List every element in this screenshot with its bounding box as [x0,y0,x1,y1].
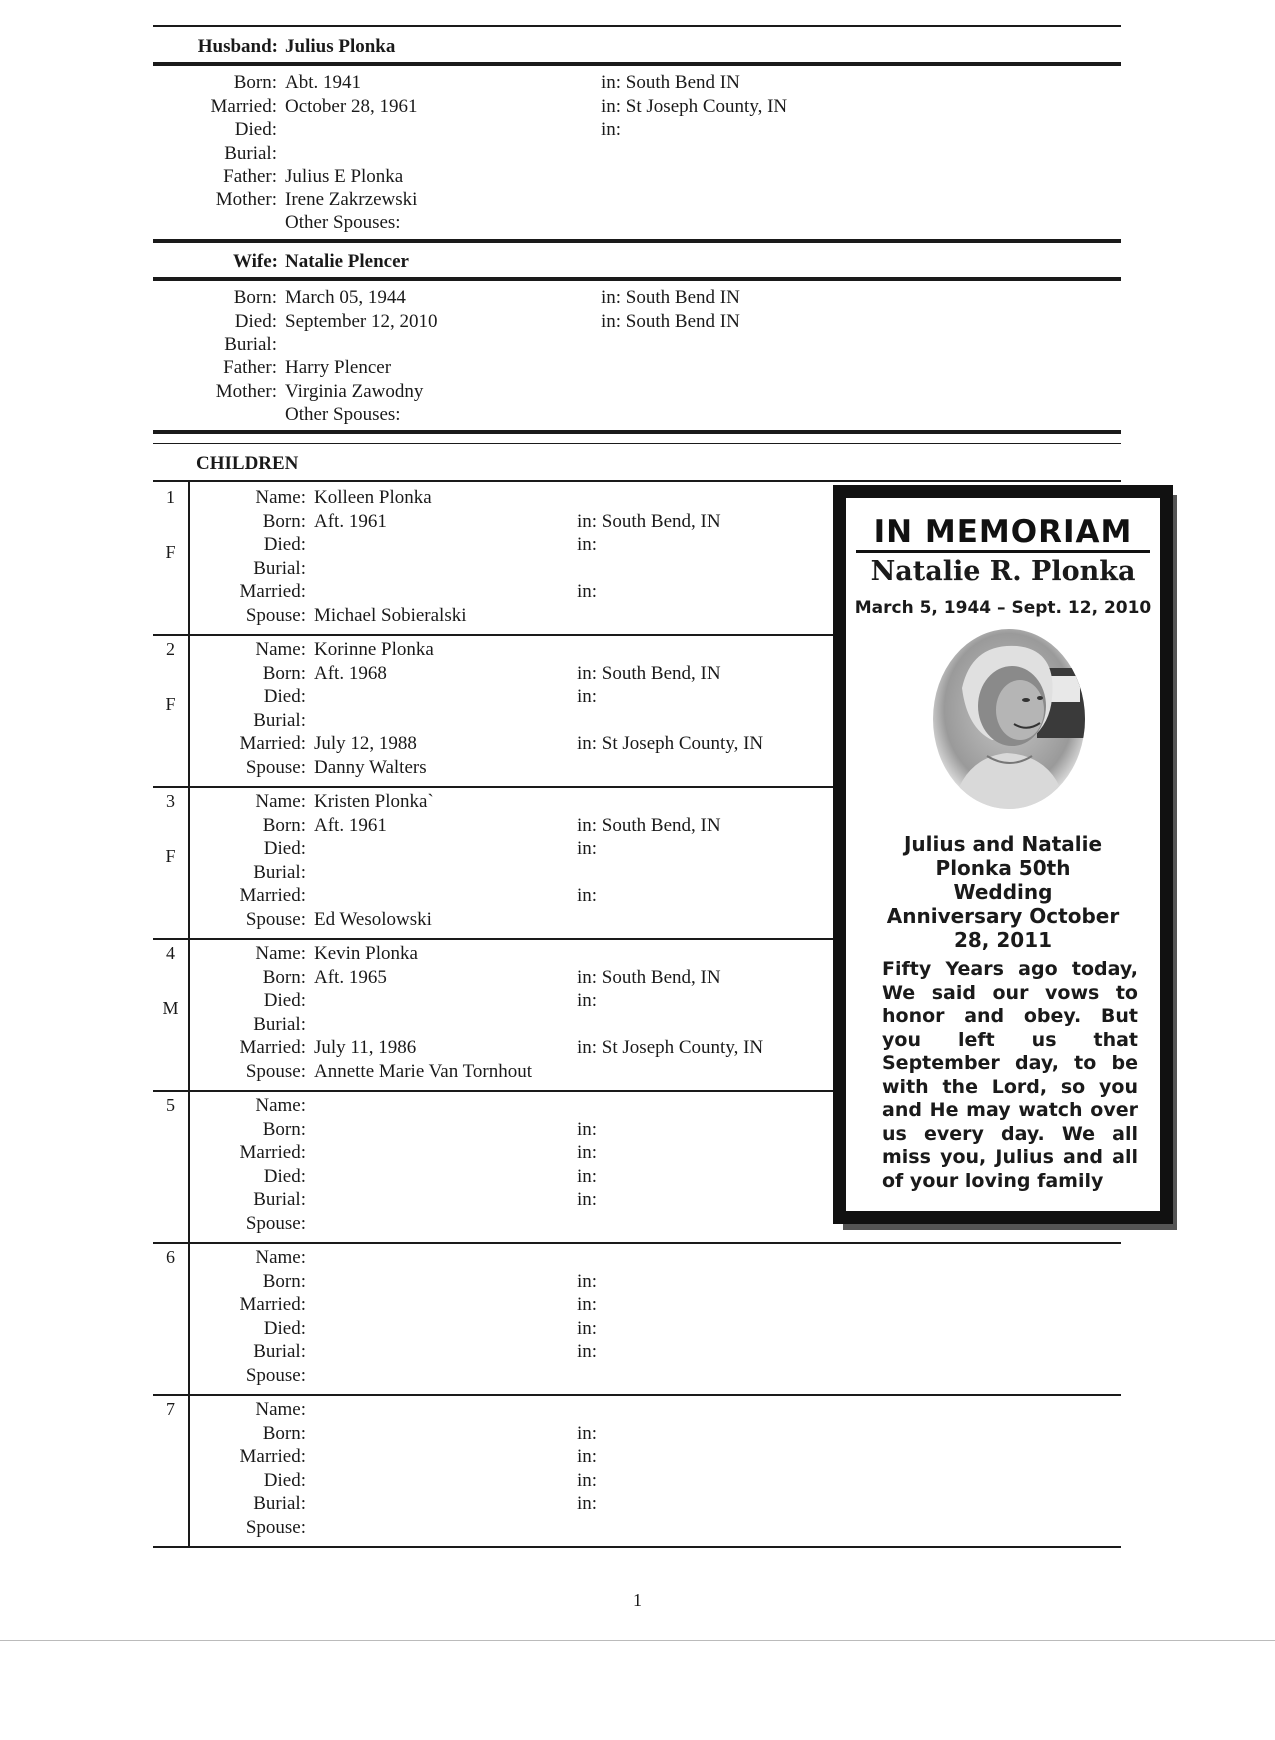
child-born: Aft. 1968 [314,662,387,684]
child-married-place: in: [577,885,598,906]
child-married-label: Married: [239,581,306,602]
top-rule [153,25,1121,27]
memoriam-frame [833,485,1173,1224]
wife-rule [153,277,1121,281]
child-died-place: in: [577,838,598,859]
child-number: 5 [166,1095,175,1115]
born-label: Born: [233,72,277,93]
portrait-photo [932,628,1086,810]
husband-label: Husband: [197,36,278,57]
child-burial-place: in: [577,1493,598,1514]
child-spouse-label: Spouse: [245,1516,306,1538]
child-married-place: in: St Joseph County, IN [577,1037,764,1058]
child-born: Aft. 1961 [314,510,387,532]
husband-born: Abt. 1941 [285,72,361,93]
child-burial-label: Burial: [253,1189,306,1210]
child-spouse: Danny Walters [314,756,427,778]
child-spouse: Annette Marie Van Tornhout [314,1060,533,1082]
child-name-label: Name: [255,639,306,660]
children-top-rule [153,430,1121,434]
child-burial-label: Burial: [253,557,306,579]
child-divider [188,1394,190,1546]
child-sex: F [165,846,176,866]
husband-married: October 28, 1961 [285,96,418,117]
child-number: 4 [166,943,175,963]
child-row-rule [153,1242,1121,1244]
child-born-label: Born: [262,510,306,532]
husband-rule [153,62,1121,66]
wife-died-place: in: South Bend IN [601,311,740,332]
wife-name: Natalie Plencer [285,251,409,272]
child-married-place: in: [577,1142,598,1163]
child-married-place: in: [577,1446,598,1467]
child-born-place: in: South Bend, IN [577,814,721,836]
child-divider [188,482,190,634]
child-born-label: Born: [262,966,306,988]
child-born-label: Born: [262,1118,306,1140]
child-married: July 11, 1986 [314,1037,417,1058]
died-label: Died: [234,311,277,332]
child-row-rule [153,786,833,788]
child-divider [188,938,190,1090]
husband-died-place: in: [601,119,622,140]
child-number: 3 [166,791,175,811]
memoriam-title: IN MEMORIAM [873,514,1133,550]
child-died-place: in: [577,534,598,555]
child-married-label: Married: [239,1294,306,1315]
child-divider [188,1242,190,1394]
burial-label: Burial: [224,334,277,355]
child-name-label: Name: [255,791,306,812]
child-sex: F [165,694,176,714]
child-row-rule [153,1394,1121,1396]
child-born-label: Born: [262,814,306,836]
child-spouse-label: Spouse: [245,908,306,930]
memoriam-body [844,496,1162,1213]
child-married-label: Married: [239,1142,306,1163]
child-name-label: Name: [255,487,306,508]
husband-name: Julius Plonka [285,36,396,57]
child-burial-label: Burial: [253,709,306,731]
child-divider [188,786,190,938]
child-name-label: Name: [255,1399,306,1420]
child-spouse-label: Spouse: [245,1060,306,1082]
child-burial-label: Burial: [253,1341,306,1362]
wife-top-rule [153,239,1121,243]
child-sex: M [162,998,179,1018]
mother-label: Mother: [215,189,277,210]
child-divider [188,634,190,786]
child-spouse-label: Spouse: [245,604,306,626]
child-born-place: in: [577,1118,598,1140]
memoriam-poem: Fifty Years ago today, We said our vows to honor and obey. But you left us that September day, to be with the Lord, so you and He may watch over us every day. We all miss you, Julius and all of your loving family [882,958,1138,1192]
wife-born: March 05, 1944 [285,287,406,308]
memoriam-dates: March 5, 1944 – Sept. 12, 2010 [854,598,1152,618]
child-died-label: Died: [263,686,306,707]
child-born: Aft. 1965 [314,966,387,988]
child-name-label: Name: [255,1247,306,1268]
wife-born-place: in: South Bend IN [601,287,740,308]
child-spouse: Ed Wesolowski [314,908,432,930]
child-row-rule [153,938,833,940]
child-burial-label: Burial: [253,1493,306,1514]
children-top-rule-2 [153,443,1121,444]
child-name: Kolleen Plonka [314,487,432,508]
child-born-place: in: [577,1422,598,1444]
child-born-place: in: South Bend, IN [577,510,721,532]
child-burial-place: in: [577,1189,598,1210]
child-name: Korinne Plonka [314,639,434,660]
wife-other-spouses: Other Spouses: [285,404,401,425]
husband-married-place: in: St Joseph County, IN [601,96,788,117]
child-number: 7 [166,1399,175,1419]
child-name: Kristen Plonka` [314,791,434,812]
died-label: Died: [234,119,277,140]
child-died-label: Died: [263,990,306,1011]
memoriam-name: Natalie R. Plonka [870,556,1136,587]
child-died-place: in: [577,990,598,1011]
child-born-place: in: [577,1270,598,1292]
child-divider [188,1090,190,1242]
child-died-label: Died: [263,1469,306,1491]
father-label: Father: [223,166,277,187]
child-row-rule [153,1090,833,1092]
child-married-place: in: [577,1294,598,1315]
page-number: 1 [633,1590,642,1610]
child-spouse-label: Spouse: [245,1364,306,1386]
father-label: Father: [223,357,277,378]
child-burial-label: Burial: [253,1013,306,1035]
child-born: Aft. 1961 [314,814,387,836]
child-died-place: in: [577,1317,598,1339]
child-number: 1 [166,487,175,507]
scan-edge [0,1640,1275,1641]
child-number: 2 [166,639,175,659]
husband-mother: Irene Zakrzewski [285,189,418,210]
child-name-label: Name: [255,943,306,964]
child-burial-place: in: [577,1341,598,1362]
burial-label: Burial: [224,143,277,164]
child-died-label: Died: [263,1317,306,1339]
child-died-label: Died: [263,534,306,555]
child-married-label: Married: [239,1446,306,1467]
child-married-place: in: [577,581,598,602]
memoriam-clipping [833,485,1177,1230]
child-died-place: in: [577,1469,598,1491]
child-died-label: Died: [263,1165,306,1187]
child-spouse-label: Spouse: [245,1212,306,1234]
child-name: Kevin Plonka [314,943,418,964]
born-label: Born: [233,287,277,308]
child-died-place: in: [577,686,598,707]
mother-label: Mother: [215,381,277,402]
children-header-rule [153,480,1121,482]
children-header: CHILDREN [196,453,299,474]
wife-died: September 12, 2010 [285,311,438,332]
wife-mother: Virginia Zawodny [285,381,424,402]
child-died-label: Died: [263,838,306,859]
child-born-place: in: South Bend, IN [577,966,721,988]
child-born-place: in: South Bend, IN [577,662,721,684]
wife-label: Wife: [232,251,278,272]
child-name-label: Name: [255,1095,306,1116]
married-label: Married: [210,96,277,117]
memoriam-rule [856,550,1150,553]
child-row-rule [153,634,833,636]
husband-father: Julius E Plonka [285,166,404,187]
husband-other-spouses: Other Spouses: [285,212,401,233]
child-spouse: Michael Sobieralski [314,604,467,626]
child-married-label: Married: [239,733,306,754]
child-spouse-label: Spouse: [245,756,306,778]
child-sex: F [165,542,176,562]
husband-born-place: in: South Bend IN [601,72,740,93]
child-born-label: Born: [262,1422,306,1444]
child-born-label: Born: [262,662,306,684]
child-born-label: Born: [262,1270,306,1292]
child-married: July 12, 1988 [314,733,417,754]
child-row-rule [153,1546,1121,1548]
child-number: 6 [166,1247,175,1267]
wife-father: Harry Plencer [285,357,392,378]
child-married-label: Married: [239,1037,306,1058]
child-married-place: in: St Joseph County, IN [577,733,764,754]
child-died-place: in: [577,1165,598,1187]
child-burial-label: Burial: [253,861,306,883]
child-married-label: Married: [239,885,306,906]
memoriam-anniversary: Julius and Natalie Plonka 50th Wedding Anniversary October 28, 2011 [886,832,1120,952]
